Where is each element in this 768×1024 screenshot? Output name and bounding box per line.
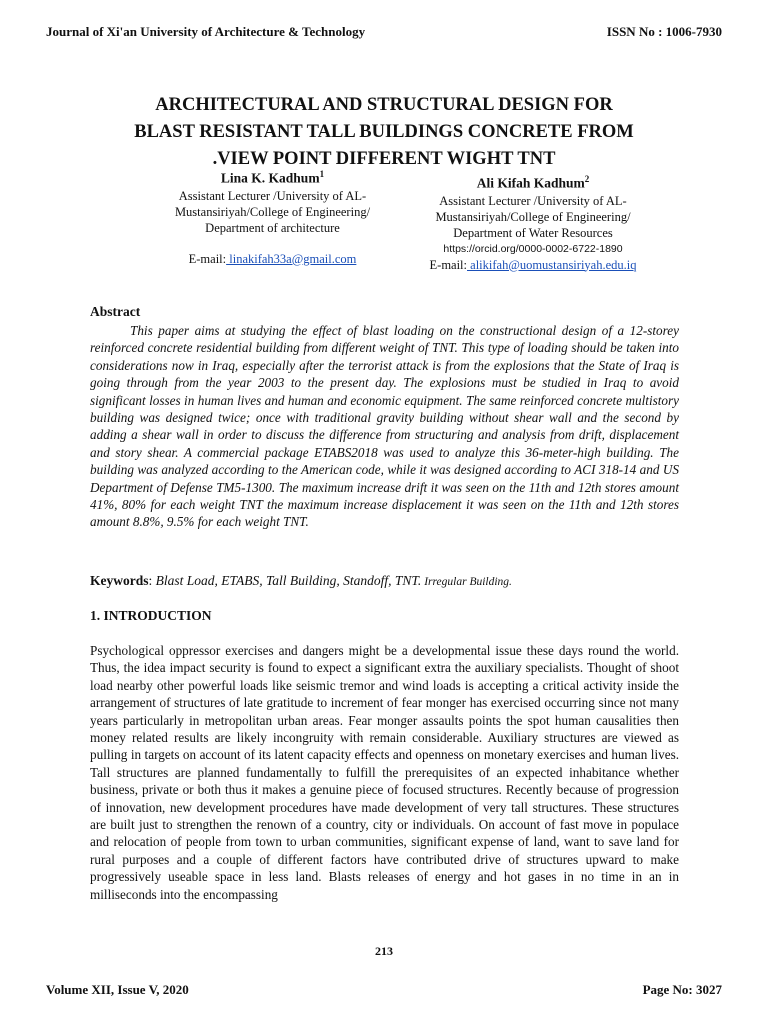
affiliation-line: Assistant Lecturer /University of AL- (439, 193, 627, 208)
author-email: E-mail: linakifah33a@gmail.com (188, 251, 357, 266)
title-line: ARCHITECTURAL AND STRUCTURAL DESIGN FOR (155, 95, 613, 115)
page-number: 213 (375, 944, 393, 958)
abstract-text: This paper aims at studying the effect of blast loading on the constructional design of a 12-storey reinforced concrete residential building from different weight of TNT. This type of loading should be taken into considerations now in Iraq, especially after the terrorist attack is from the explosions that the State of Iraq is going through from the year 2003 to the present day. The explosions must be studied in Iraq to avoid significant losses in human lives and human and economic equipment. The same reinforced concrete multistory building was designed twice; once with traditional gravity building without shear wall and the second by adding a shear wall in order to discuss the difference from structuring and analysis from drift, displacement and story shear. A commercial package ETABS2018 was used to analyze this 36-meter-high building. The building was analyzed according to the American code, while it was designed according to ACI 318-14 and US Department of Defense TM5-1300. The maximum increase drift it was seen on the 11th and 12th stores amount 41%, 80% for each weight TNT the maximum increase displacement it was seen on the 11th and 12th stores amount 8.8%, 9.5% for each weight TNT. (90, 323, 679, 530)
paper-title (60, 92, 708, 173)
keywords-label: Keywords (90, 573, 149, 588)
affiliation-line: Mustansiriyah/College of Engineering/ (174, 204, 371, 219)
author-name: Lina K. Kadhum$^1$ (220, 169, 325, 186)
title-line: BLAST RESISTANT TALL BUILDINGS CONCRETE FROM (134, 122, 634, 142)
orcid-link[interactable]: https://orcid.org/0000-0002-6722-1890 (443, 242, 623, 255)
introduction-body: Psychological oppressor exercises and dangers might be a developmental issue these days round the world. Thus, the idea impact security is found to expect a significant extra the auxiliary specialists. Thought of shoot load nearby other powerful loads like seismic tremor and wind loads is accepting a critical activity inside the arrangement of structures of late gratitude to increment of fear monger has exercised occurring since not many years particularly in metropolitan urban areas. Fear monger assaults points the spot human causalities then money related results are likely incongruity with remain considerable. Auxiliary structures are viewed as pulling in targets on account of its latent capacity effects and openness on monetary exercises and human lives. Tall structures are planned fundamentally to fulfill the prerequisites of an expected inhabitance whether business, private or both thus it makes a genuine piece of focused structures. Recently because of progression of innovation, new development procedures have made development of very tall structures. These structures are built just to strengthen the renown of a country, city or individuals. On account of fast move in populace and relocation of people from town to urban communities, significant expense of land, want to save land for rural purposes and a couple of different factors have contributed drive of structures upward to make progressively useable space in less land. Blasts releases of energy and hot gases in no time in an in milliseconds into the encompassing (90, 643, 679, 902)
keywords-list: Blast Load, ETABS, Tall Building, Standoff, TNT. (155, 573, 422, 588)
author-block-2 (408, 170, 658, 273)
keywords-line: Keywords: Blast Load, ETABS, Tall Building, Standoff, TNT. Irregular Building. (90, 573, 512, 588)
page-footer: Page No: 3027 (642, 982, 722, 997)
journal-header: Journal of Xi'an University of Architecture & Technology (46, 24, 366, 39)
author-name: Ali Kifah Kadhum$^2$ (476, 174, 590, 191)
abstract-body (90, 322, 679, 531)
affiliation-mark: 2 (584, 174, 590, 184)
affiliation-line: Department of architecture (205, 220, 340, 235)
affiliation-line: Mustansiriyah/College of Engineering/ (435, 209, 631, 224)
section-heading: 1. INTRODUCTION (90, 608, 212, 623)
affiliation-mark: 1 (319, 169, 325, 179)
affiliation-line: Assistant Lecturer /University of AL- (178, 188, 367, 203)
keywords-extra: Irregular Building. (421, 576, 512, 588)
author-email: E-mail: alikifah@uomustansiriyah.edu.iq (429, 257, 637, 272)
volume-footer: Volume XII, Issue V, 2020 (46, 982, 189, 997)
email-link[interactable]: alikifah@uomustansiriyah.edu.iq (467, 257, 637, 272)
email-link[interactable]: linakifah33a@gmail.com (226, 251, 357, 266)
author-block-1 (150, 165, 395, 267)
abstract-heading: Abstract (90, 304, 141, 319)
affiliation-line: Department of Water Resources (453, 225, 613, 240)
title-line: .VIEW POINT DIFFERENT WIGHT TNT (212, 149, 556, 169)
issn-header: ISSN No : 1006-7930 (606, 24, 722, 39)
